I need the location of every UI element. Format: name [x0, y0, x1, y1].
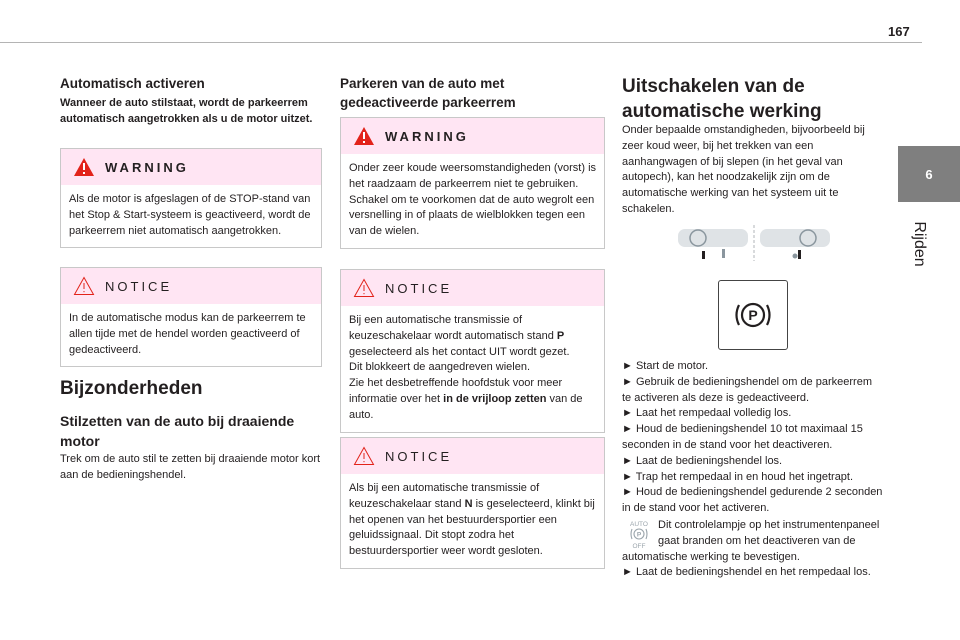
heading-uitschakelen: Uitschakelen van de automatische werking [622, 76, 822, 122]
heading-parkeren: Parkeren van de auto met gedeactiveerde parkeerrem [340, 76, 516, 110]
step-item: ► Start de motor. [622, 360, 709, 372]
notice-box-2-header [341, 270, 604, 306]
lever-illustration [674, 223, 834, 263]
notice-box [60, 267, 322, 367]
warning-icon [73, 157, 95, 177]
auto-off-lamp-icon [626, 519, 652, 549]
step-item: ► Gebruik de bedieningshendel om de parkeerrem te activeren als deze is gedeactiveerd. [622, 375, 872, 404]
notice-box-3 [340, 437, 605, 569]
step-item: ► Trap het rempedaal in en houd het ingetrapt. [622, 470, 854, 483]
notice-icon [73, 276, 95, 296]
warning-box [60, 148, 322, 248]
warning-title: WARNING [385, 128, 469, 144]
notice-text: Bij een automatische transmissie of keuzeschakelaar wordt automatisch stand P geselecteerd als het contact UIT wordt gezet. Dit blokkeert de aangedreven wielen. Zie het desbetreffende hoofdstuk voor meer informatie over het in de vrijloop zetten van de auto. [349, 314, 583, 421]
intro-text: Onder bepaalde omstandigheden, bijvoorbeeld bij zeer koud weer, bij het trekken van een aanhangwagen of bij slepen (in het geval van autopech), kan het noodzakelijk zijn om de automatische werking van het systeem uit te schakelen. [622, 124, 865, 215]
svg-text:P: P [748, 307, 758, 323]
warning-text: Als de motor is afgeslagen of de STOP-stand van het Stop & Start-systeem is geactiveerd, wordt de parkeerrem niet automatisch aangetrokken. [69, 193, 311, 237]
warning-box-2 [340, 117, 605, 249]
steps-list [622, 359, 884, 517]
notice-text: Als bij een automatische transmissie of keuzeschakelaar stand N is geselecteerd, klinkt bij het openen van het bestuurdersportier een geluidssignaal. Dit stopt zodra het bestuurdersportier weer wordt gesloten. [349, 482, 595, 558]
warning-text: Onder zeer koude weersomstandigheden (vorst) is het raadzaam de parkeerrem niet te gebruiken. Schakel om te voorkomen dat de auto wegrolt een versnelling in of plaats de wielblokken tegen een van de wielen. [349, 162, 597, 238]
section-bijzonderheden: Bijzonderheden [60, 378, 203, 399]
header-rule [0, 42, 922, 43]
svg-text:P: P [636, 531, 642, 539]
stilzetten-text: Trek om de auto stil te zetten bij draaiende motor kort aan de bedieningshendel. [60, 453, 321, 481]
svg-text:AUTO: AUTO [630, 521, 648, 528]
lead-paragraph: Wanneer de auto stilstaat, wordt de parkeerrem automatisch aangetrokken als u de motor uitzet. [60, 97, 313, 125]
notice-title: NOTICE [385, 280, 453, 296]
warning-title: WARNING [105, 159, 189, 175]
chapter-tab: 6 [898, 146, 960, 202]
step-item: ► Houd de bedieningshendel 10 tot maximaal 15 seconden in de stand voor het deactiveren. [622, 423, 863, 451]
notice-box-header [61, 268, 321, 304]
parking-brake-indicator [718, 280, 788, 350]
notice-title: NOTICE [385, 448, 453, 464]
notice-box-2 [340, 269, 605, 433]
svg-text:OFF: OFF [632, 543, 646, 549]
step-item: ► Laat de bedieningshendel los. [622, 454, 783, 467]
step-item: ► Houd de bedieningshendel gedurende 2 seconden in de stand voor het activeren. [622, 486, 883, 515]
warning-icon [353, 126, 375, 146]
step-item: ► Laat het rempedaal volledig los. [622, 407, 792, 420]
chapter-label: Rijden [911, 221, 928, 267]
parking-brake-icon [731, 297, 775, 333]
notice-title: NOTICE [105, 278, 173, 294]
heading-automatisch-activeren: Automatisch activeren [60, 76, 205, 91]
lamp-paragraph [622, 518, 884, 581]
notice-icon [353, 446, 375, 466]
notice-icon [353, 278, 375, 298]
warning-box-header [61, 149, 321, 185]
notice-box-3-header [341, 438, 604, 474]
notice-text: In de automatische modus kan de parkeerrem te allen tijde met de hendel worden geactiveerd of gedeactiveerd. [69, 312, 306, 356]
page-number: 167 [888, 24, 910, 39]
sub-heading-stilzetten: Stilzetten van de auto bij draaiende motor [60, 413, 295, 449]
step-item-last: ► Laat de bedieningshendel en het rempedaal los. [622, 566, 871, 579]
warning-box-2-header [341, 118, 604, 154]
lamp-text: Dit controlelampje op het instrumentenpaneel gaat branden om het deactiveren van de automatische werking te bevestigen. [622, 519, 880, 563]
